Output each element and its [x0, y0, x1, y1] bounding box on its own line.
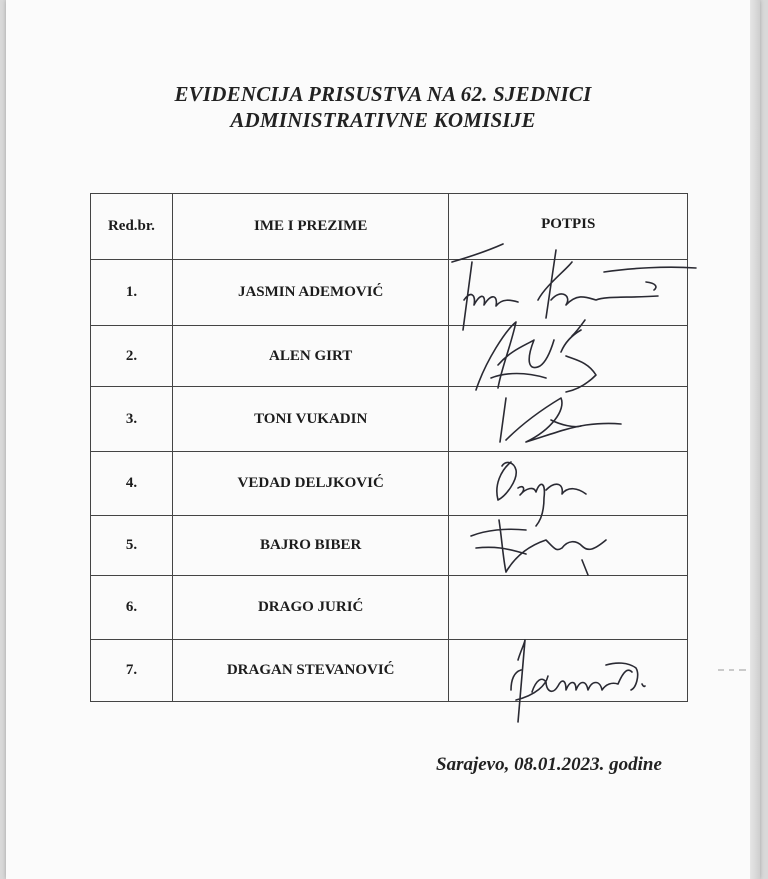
place-and-date: Sarajevo, 08.01.2023. godine [436, 754, 662, 775]
table-row [91, 452, 688, 516]
row-name: TONI VUKADIN [172, 387, 449, 452]
signature-cell [449, 452, 688, 516]
row-number: 3. [91, 387, 173, 452]
table-row [91, 260, 688, 326]
row-number: 4. [91, 452, 173, 516]
table-row [91, 640, 688, 702]
row-name: DRAGO JURIĆ [172, 576, 449, 640]
row-number: 5. [91, 516, 173, 576]
signature-cell [449, 387, 688, 452]
table-header-row [91, 194, 688, 260]
row-name: BAJRO BIBER [172, 516, 449, 576]
document-page [6, 0, 760, 879]
row-name: JASMIN ADEMOVIĆ [172, 260, 449, 326]
row-name: VEDAD DELJKOVIĆ [172, 452, 449, 516]
header-number: Red.br. [91, 194, 173, 260]
signature-cell-empty [449, 576, 688, 640]
signature-cell [449, 640, 688, 702]
table-row [91, 576, 688, 640]
scan-specks [718, 668, 748, 672]
attendance-table [90, 193, 688, 702]
header-name: IME I PREZIME [172, 194, 449, 260]
table-row [91, 326, 688, 387]
row-number: 1. [91, 260, 173, 326]
document-title-line-2: ADMINISTRATIVNE KOMISIJE [230, 108, 536, 132]
document-title-line-1: EVIDENCIJA PRISUSTVA NA 62. SJEDNICI [174, 82, 592, 106]
row-number: 2. [91, 326, 173, 387]
signature-cell [449, 326, 688, 387]
signature-cell [449, 516, 688, 576]
row-name: ALEN GIRT [172, 326, 449, 387]
row-number: 7. [91, 640, 173, 702]
signature-cell [449, 260, 688, 326]
header-signature: POTPIS [449, 194, 688, 260]
row-number: 6. [91, 576, 173, 640]
table-row [91, 516, 688, 576]
table-row [91, 387, 688, 452]
row-name: DRAGAN STEVANOVIĆ [172, 640, 449, 702]
